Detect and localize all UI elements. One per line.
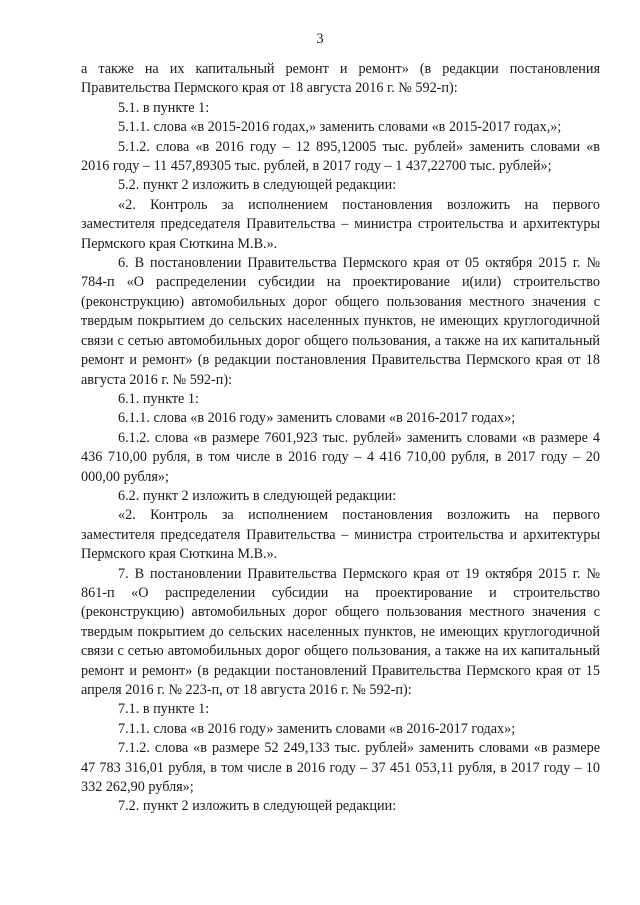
- paragraph: 7.1.1. слова «в 2016 году» заменить словами «в 2016-2017 годах»;: [118, 720, 516, 737]
- paragraph: 5.1.2. слова «в 2016 году – 12 895,12005 тыс. рублей» заменить словами «в 2016 году – 11 457,89305 тыс. рублей, в 2017 году – 1 437,22700 тыс. рублей»;: [81, 138, 600, 175]
- paragraph: 6.1. пункте 1:: [118, 390, 199, 407]
- paragraph: «2. Контроль за исполнением постановления возложить на первого заместителя председателя Правительства – министра строительства и архитектуры Пермского края Сюткина М.В.».: [81, 507, 600, 563]
- document-body: [81, 60, 600, 817]
- paragraph: 5.2. пункт 2 изложить в следующей редакции:: [118, 177, 397, 194]
- paragraph: 7.1.2. слова «в размере 52 249,133 тыс. рублей» заменить словами «в размере 47 783 316,01 рубля, в том числе в 2016 году – 37 451 053,11 рубля, в 2017 году – 10 332 262,90 рубля»;: [81, 740, 600, 796]
- paragraph: 6.2. пункт 2 изложить в следующей редакции:: [118, 487, 397, 504]
- paragraph: 7.1. в пункте 1:: [118, 701, 210, 718]
- page-number: 3: [316, 31, 324, 47]
- paragraph: 6.1.2. слова «в размере 7601,923 тыс. рублей» заменить словами «в размере 4 436 710,00 рубля, в том числе в 2016 году – 4 416 710,00 рубля, в 2017 году – 20 000,00 рубля»;: [81, 429, 600, 485]
- paragraph: 6.1.1. слова «в 2016 году» заменить словами «в 2016-2017 годах»;: [118, 410, 516, 427]
- paragraph: а также на их капитальный ремонт и ремонт» (в редакции постановления Правительства Пермского края от 18 августа 2016 г. № 592-п):: [81, 61, 600, 97]
- paragraph: 5.1. в пункте 1:: [118, 99, 210, 116]
- paragraph: 7.2. пункт 2 изложить в следующей редакции:: [118, 798, 397, 815]
- paragraph: 5.1.1. слова «в 2015-2016 годах,» заменить словами «в 2015-2017 годах,»;: [118, 119, 562, 136]
- paragraph: «2. Контроль за исполнением постановления возложить на первого заместителя председателя Правительства – министра строительства и архитектуры Пермского края Сюткина М.В.».: [81, 196, 600, 252]
- paragraph: 7. В постановлении Правительства Пермского края от 19 октября 2015 г. № 861-п «О распределении субсидии на проектирование и строительство (реконструкцию) автомобильных дорог общего пользования местного значения с твердым покрытием до сельских населенных пунктов, не имеющих круглогодичной связи с сетью автомобильных дорог общего пользования, а также на их капитальный ремонт и ремонт» (в редакции постановлений Правительства Пермского края от 15 апреля 2016 г. № 223-п, от 18 августа 2016 г. № 592-п):: [81, 565, 600, 698]
- paragraph: 6. В постановлении Правительства Пермского края от 05 октября 2015 г. № 784-п «О распределении субсидии на проектирование и(или) строительство (реконструкцию) автомобильных дорог общего пользования местного значения с твердым покрытием до сельских населенных пунктов, не имеющих круглогодичной связи с сетью автомобильных дорог общего пользования, а также на их капитальный ремонт и ремонт» (в редакции постановления Правительства Пермского края от 18 августа 2016 г. № 592-п):: [81, 255, 600, 388]
